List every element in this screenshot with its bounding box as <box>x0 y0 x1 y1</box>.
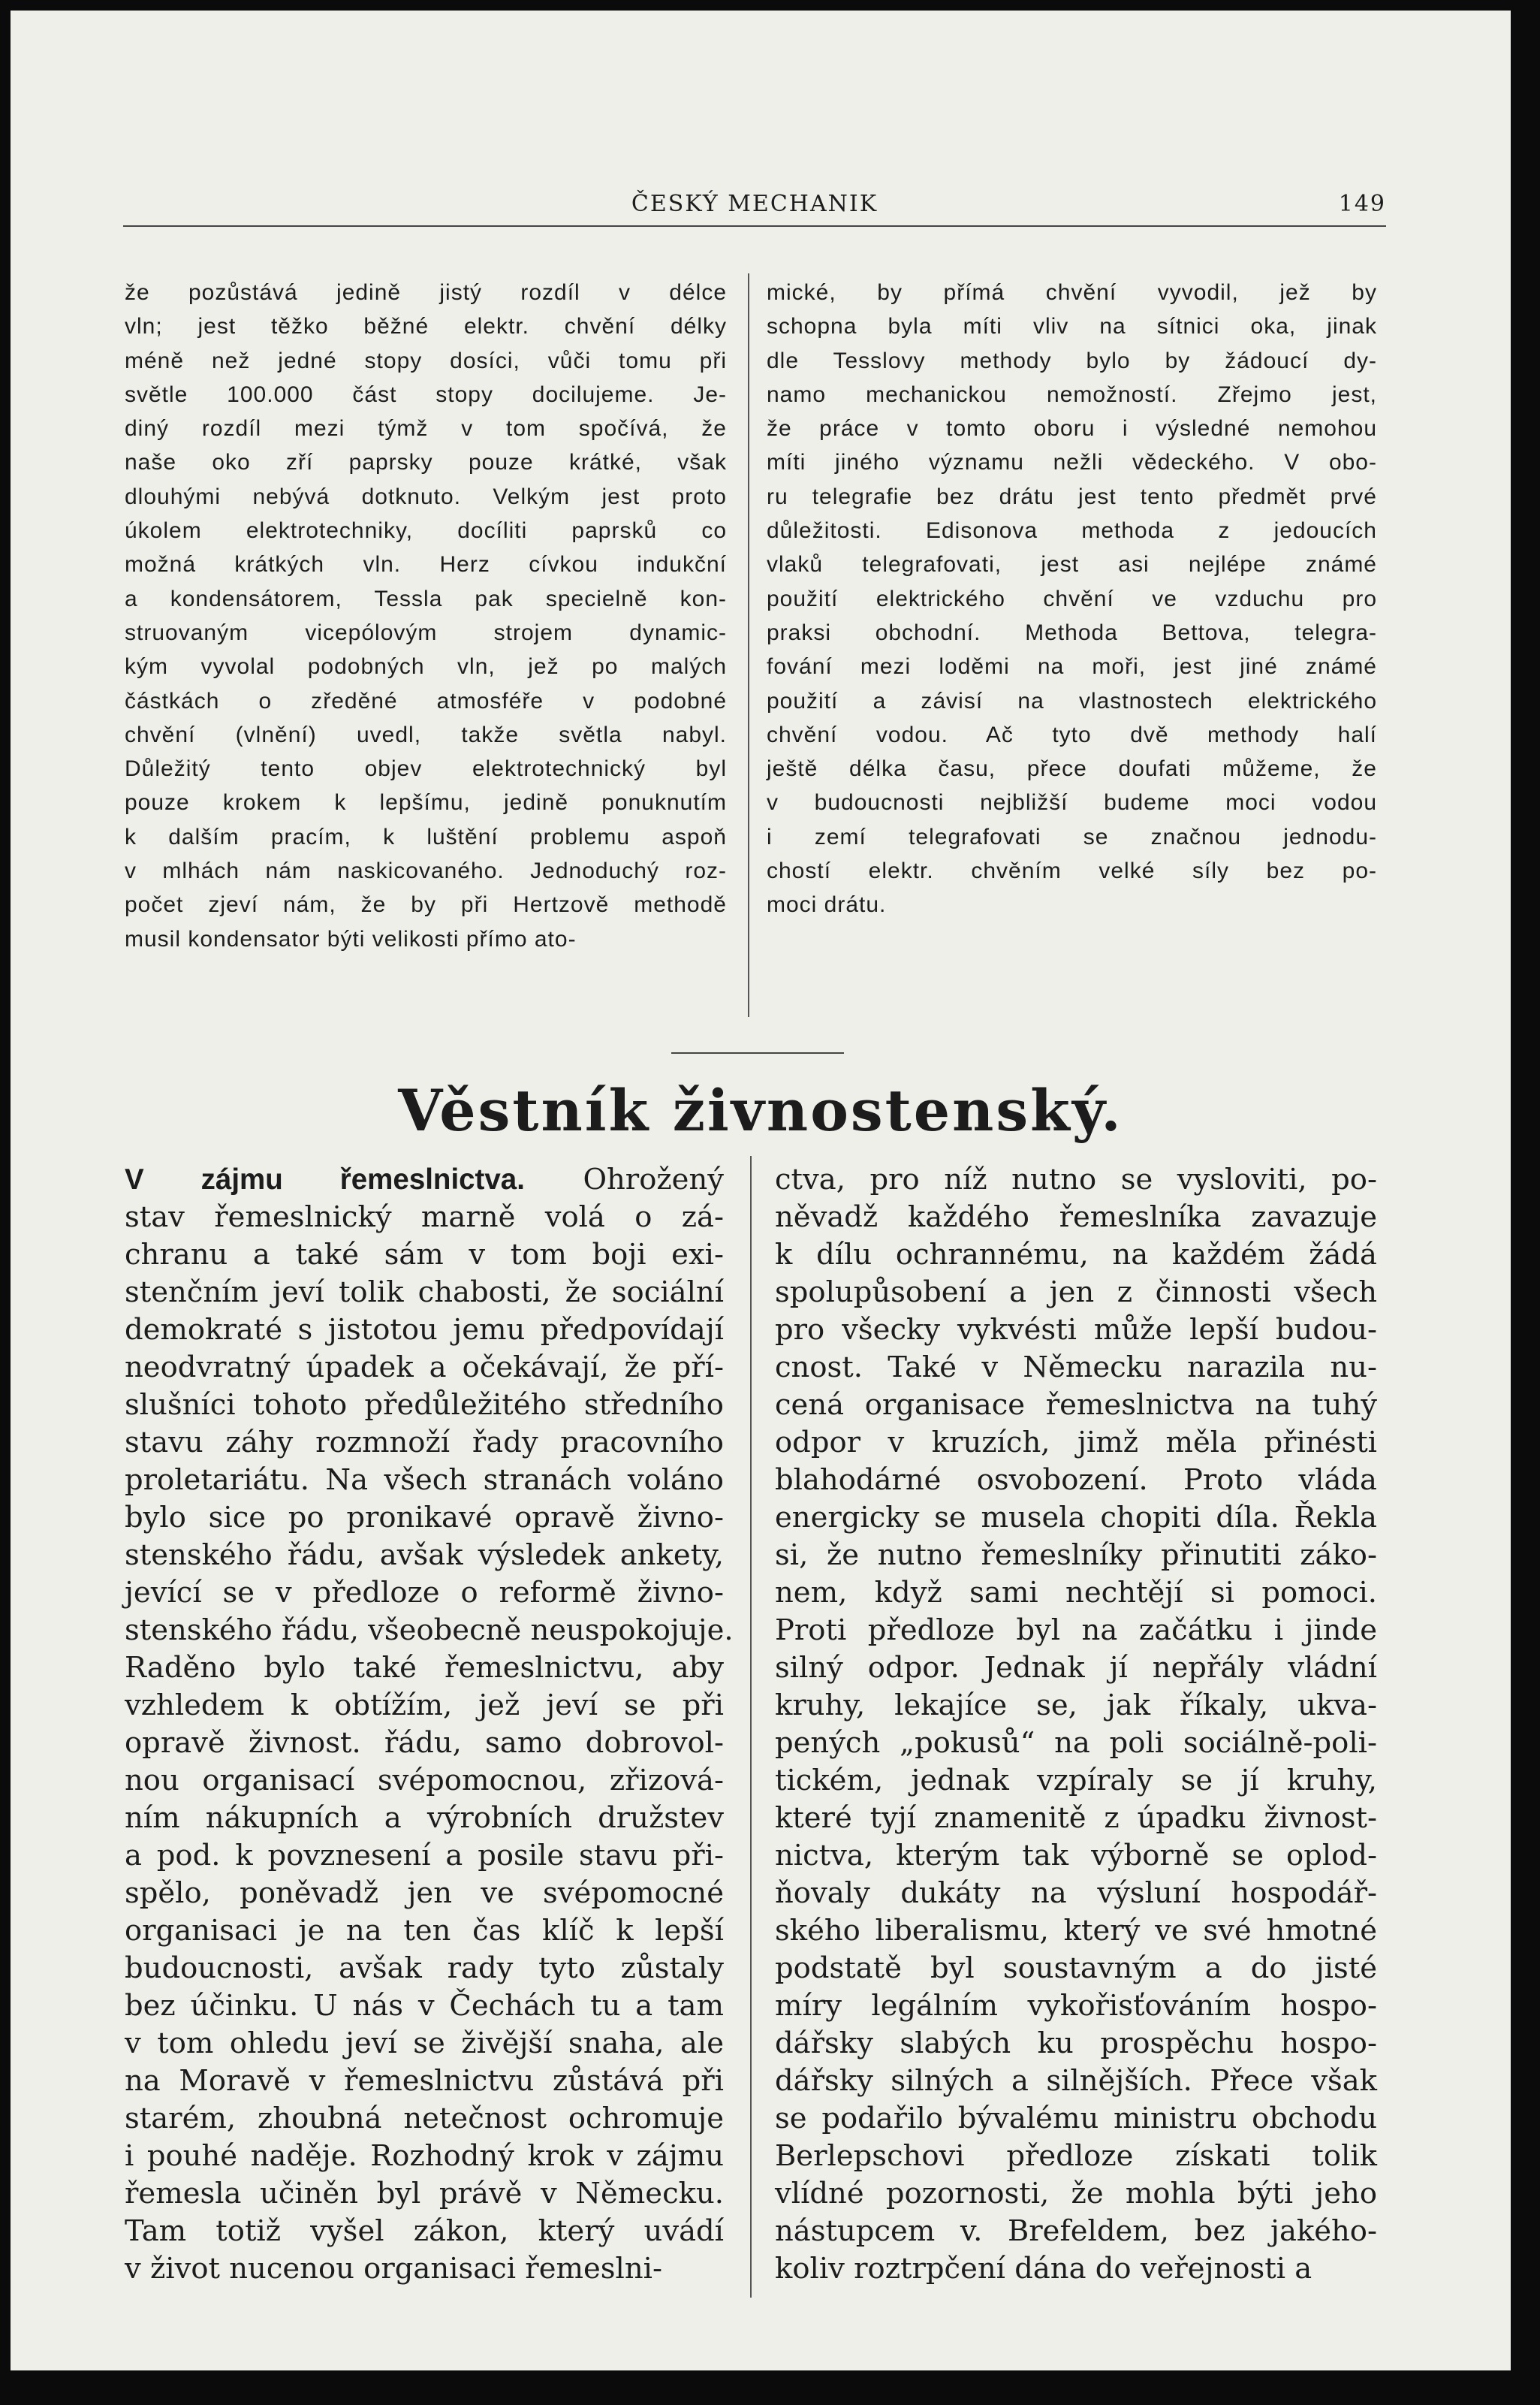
article-line: ním nákupních a výrobních družstev <box>125 1801 724 1835</box>
article-line: světle 100.000 část stopy docilujeme. Je- <box>125 382 727 407</box>
article-line: slušníci tohoto předůležitého středního <box>125 1388 724 1422</box>
article-line: míry legálním vykořisťováním hospo- <box>775 1989 1377 2023</box>
article-line: použití elektrického chvění ve vzduchu pro <box>767 586 1377 611</box>
article-line: že práce v tomto oboru i výsledné nemohou <box>767 416 1377 442</box>
article-line: blahodárné osvobození. Proto vláda <box>775 1463 1377 1497</box>
article-line: Raděno bylo také řemeslnictvu, aby <box>125 1651 724 1685</box>
news-column-left <box>125 1161 734 2288</box>
article-line <box>125 1161 724 1199</box>
article-line: mické, by přímá chvění vyvodil, jež by <box>767 280 1377 305</box>
article-line: organisaci je na ten čas klíč k lepší <box>125 1914 724 1948</box>
article-line: diný rozdíl mezi týmž v tom spočívá, že <box>125 416 727 442</box>
article-line: vzhledem k obtížím, jež jeví se při <box>125 1688 724 1722</box>
article-line: v tom ohledu jeví se živější snaha, ale <box>125 2026 724 2060</box>
article-line: chvění vodou. Ač tyto dvě methody halí <box>767 722 1377 747</box>
article-line: cnost. Také v Německu narazila nu- <box>775 1350 1377 1384</box>
article-line: se podařilo bývalému ministru obchodu <box>775 2102 1377 2135</box>
news-column-right <box>775 1161 1377 2288</box>
article-line: nástupcem v. Brefeldem, bez jakého- <box>775 2214 1377 2248</box>
article-line: pených „pokusů“ na poli sociálně-poli- <box>775 1726 1377 1760</box>
article-line: spolupůsobení a jen z činnosti všech <box>775 1275 1377 1309</box>
article-line: proletariátu. Na všech stranách voláno <box>125 1463 724 1497</box>
article-line: méně než jedné stopy dosíci, vůči tomu při <box>125 348 727 373</box>
article-line: Berlepschovi předloze získati tolik <box>775 2139 1377 2173</box>
article-line: podstatě byl soustavným a do jisté <box>775 1951 1377 1985</box>
header-rule <box>123 225 1386 227</box>
article-line: ského liberalismu, který ve své hmotné <box>775 1914 1377 1948</box>
article-line: k dalším pracím, k luštění problemu aspoň <box>125 824 727 849</box>
article-line: odpor v kruzích, jimž měla přinésti <box>775 1426 1377 1459</box>
article-line: dle Tesslovy methody bylo by žádoucí dy- <box>767 348 1377 373</box>
article-line: a kondensátorem, Tessla pak specielně kon- <box>125 586 727 611</box>
article-line: kruhy, lekajíce se, jak říkaly, ukva- <box>775 1688 1377 1722</box>
article-line: struovaným vicepólovým strojem dynamic- <box>125 620 727 645</box>
article-line: stenského řádu, všeobecně neuspokojuje. <box>125 1613 734 1647</box>
article-line: Proti předloze byl na začátku i jinde <box>775 1613 1377 1647</box>
article-line-text: Ohrožený <box>583 1163 724 1196</box>
article-line: demokraté s jistotou jemu předpovídají <box>125 1313 724 1347</box>
column-divider <box>750 1156 752 2298</box>
article-line: chostí elektr. chvěním velké síly bez po- <box>767 858 1377 884</box>
article-line: energicky se musela chopiti díla. Řekla <box>775 1501 1377 1534</box>
article-line: ňovaly dukáty na výsluní hospodář- <box>775 1876 1377 1910</box>
article-line: stenského řádu, avšak výsledek ankety, <box>125 1538 724 1572</box>
article-line: spělo, poněvadž jen ve svépomocné <box>125 1876 724 1910</box>
article-line: nictva, kterým tak výborně se oplod- <box>775 1839 1377 1872</box>
article-line: silný odpor. Jednak jí nepřály vládní <box>775 1651 1377 1685</box>
article-line: počet zjeví nám, že by při Hertzově methodě <box>125 892 727 918</box>
article-line: nem, když sami nechtějí si pomoci. <box>775 1576 1377 1610</box>
article-line: možná krátkých vln. Herz cívkou indukční <box>125 552 727 578</box>
article-line: koliv roztrpčení dána do veřejnosti a <box>775 2252 1312 2286</box>
article-column-left <box>125 276 727 956</box>
article-line: dlouhými nebývá dotknuto. Velkým jest proto <box>125 484 727 509</box>
article-line: na Moravě v řemeslnictvu zůstává při <box>125 2064 724 2098</box>
article-line: bylo sice po pronikavé opravě živno- <box>125 1501 724 1534</box>
article-line: dářsky slabých ku prospěchu hospo- <box>775 2026 1377 2060</box>
article-line: stav řemeslnický marně volá o zá- <box>125 1200 724 1234</box>
article-line: opravě živnost. řádu, samo dobrovol- <box>125 1726 724 1760</box>
article-line: pouze krokem k lepšímu, jedině ponuknutím <box>125 790 727 816</box>
article-line: řemesla učiněn byl právě v Německu. <box>125 2177 724 2210</box>
section-separator <box>671 1052 844 1054</box>
article-line: k dílu ochrannému, na každém žádá <box>775 1238 1377 1272</box>
article-line: i pouhé naděje. Rozhodný krok v zájmu <box>125 2139 724 2173</box>
article-line: použití a závisí na vlastnostech elektrického <box>767 688 1377 714</box>
section-title: Věstník živnostenský. <box>398 1077 1123 1144</box>
article-line: namo mechanickou nemožností. Zřejmo jest, <box>767 382 1377 407</box>
article-line: jevící se v předloze o reformě živno- <box>125 1576 724 1610</box>
article-line: vln; jest těžko běžné elektr. chvění délky <box>125 314 727 339</box>
article-line: chvění (vlnění) uvedl, takže světla nabyl. <box>125 722 727 747</box>
article-line: starém, zhoubná netečnost ochromuje <box>125 2102 724 2135</box>
article-line: pro všecky vykvésti může lepší budou- <box>775 1313 1377 1347</box>
article-line: chranu a také sám v tom boji exi- <box>125 1238 724 1272</box>
article-line: fování mezi loděmi na moři, jest jiné známé <box>767 654 1377 680</box>
article-line: úkolem elektrotechniky, docíliti paprsků co <box>125 518 727 544</box>
article-line: ještě délka času, přece doufati můžeme, že <box>767 756 1377 782</box>
article-line: praksi obchodní. Methoda Bettova, telegra- <box>767 620 1377 645</box>
column-divider <box>748 273 749 1017</box>
article-line: a pod. k povznesení a posile stavu při- <box>125 1839 724 1872</box>
page <box>11 11 1511 2370</box>
runin-heading: V zájmu řemeslnictva. <box>125 1163 525 1196</box>
article-line: nou organisací svépomocnou, zřizová- <box>125 1764 724 1797</box>
article-line: vlídné pozornosti, že mohla býti jeho <box>775 2177 1377 2210</box>
article-line: musil kondensator býti velikosti přímo ato- <box>125 926 577 952</box>
article-line: že pozůstává jedině jistý rozdíl v délce <box>125 280 727 305</box>
article-line: cená organisace řemeslnictva na tuhý <box>775 1388 1377 1422</box>
article-line: v budoucnosti nejbližší budeme moci vodou <box>767 790 1377 816</box>
article-line: si, že nutno řemeslníky přinutiti záko- <box>775 1538 1377 1572</box>
article-line: dářsky silných a silnějších. Přece však <box>775 2064 1377 2098</box>
article-line: schopna byla míti vliv na sítnici oka, jinak <box>767 314 1377 339</box>
article-line: stenčním jeví tolik chabosti, že sociální <box>125 1275 724 1309</box>
article-line: Tam totiž vyšel zákon, který uvádí <box>125 2214 724 2248</box>
article-line: i zemí telegrafovati se značnou jednodu- <box>767 824 1377 849</box>
running-header <box>123 185 1386 222</box>
article-line: ctva, pro níž nutno se vysloviti, po- <box>775 1163 1377 1196</box>
article-line: v mlhách nám naskicovaného. Jednoduchý roz- <box>125 858 727 884</box>
article-line: naše oko zří paprsky pouze krátké, však <box>125 450 727 475</box>
article-line: ru telegrafie bez drátu jest tento předmět prvé <box>767 484 1377 509</box>
article-line: částkách o zředěné atmosféře v podobné <box>125 688 727 714</box>
article-line: které tyjí znamenitě z úpadku živnost- <box>775 1801 1377 1835</box>
article-line: budoucnosti, avšak rady tyto zůstaly <box>125 1951 724 1985</box>
article-line: stavu záhy rozmnoží řady pracovního <box>125 1426 724 1459</box>
article-line: vlaků telegrafovati, jest asi nejlépe známé <box>767 552 1377 578</box>
article-line: Důležitý tento objev elektrotechnický byl <box>125 756 727 782</box>
article-column-right <box>767 276 1377 922</box>
article-line: tickém, jednak vzpíraly se jí kruhy, <box>775 1764 1377 1797</box>
article-line: kým vyvolal podobných vln, jež po malých <box>125 654 727 680</box>
journal-title: ČESKÝ MECHANIK <box>631 191 878 217</box>
article-line: v život nucenou organisaci řemeslni- <box>125 2252 662 2286</box>
article-line: bez účinku. U nás v Čechách tu a tam <box>125 1989 724 2023</box>
article-line: něvadž každého řemeslníka zavazuje <box>775 1200 1377 1234</box>
article-line: důležitosti. Edisonova methoda z jedoucích <box>767 518 1377 544</box>
article-line: moci drátu. <box>767 892 887 918</box>
article-line: neodvratný úpadek a očekávají, že pří- <box>125 1350 724 1384</box>
article-line: míti jiného významu nežli vědeckého. V obo- <box>767 450 1377 475</box>
page-number: 149 <box>1338 191 1386 217</box>
